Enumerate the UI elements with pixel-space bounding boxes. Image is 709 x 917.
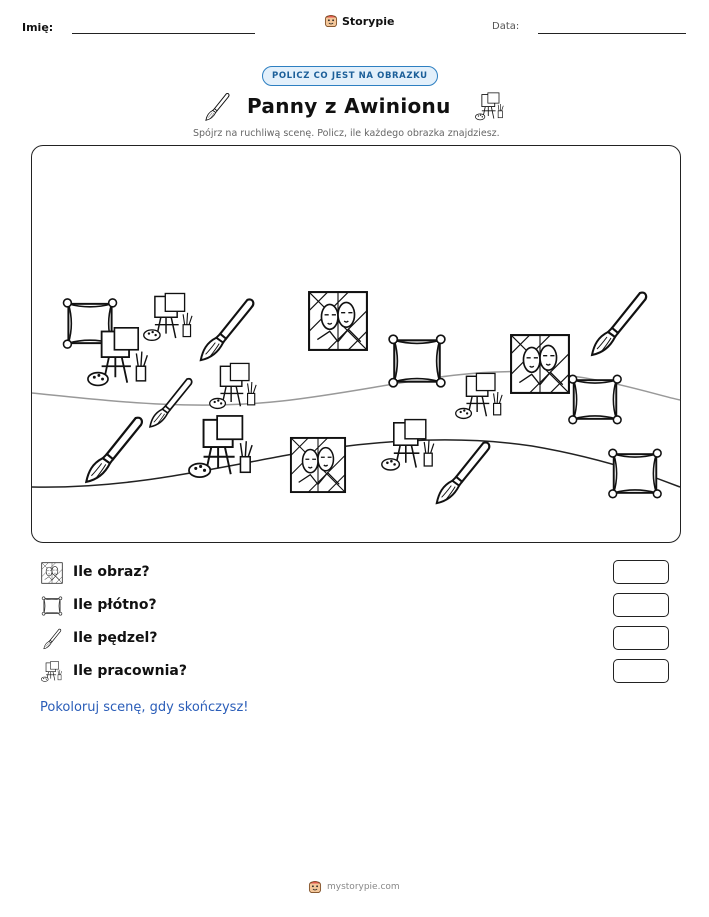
easel-studio-icon bbox=[41, 661, 63, 683]
question-label: Ile obraz? bbox=[73, 564, 150, 580]
activity-badge: POLICZ CO JEST NA OBRAZKU bbox=[262, 66, 438, 86]
paintbrush-icon bbox=[201, 299, 254, 360]
name-line[interactable] bbox=[72, 33, 255, 34]
date-label: Data: bbox=[492, 21, 520, 32]
brand-name: Storypie bbox=[342, 14, 395, 28]
answer-box-pedzel[interactable] bbox=[613, 626, 669, 650]
canvas-frame-icon bbox=[41, 595, 63, 617]
paintbrush-icon bbox=[86, 418, 142, 482]
brand-logo bbox=[324, 14, 394, 28]
storypie-mascot-icon bbox=[308, 880, 322, 894]
mosaic-painting-icon bbox=[41, 562, 63, 584]
paintbrush-icon bbox=[437, 442, 490, 503]
question-label: Ile płótno? bbox=[73, 597, 157, 613]
answer-box-pracownia[interactable] bbox=[613, 659, 669, 683]
paintbrush-icon bbox=[592, 293, 646, 355]
page-title: Panny z Awinionu bbox=[247, 94, 451, 118]
easel-studio-icon bbox=[382, 420, 434, 470]
paintbrush-icon bbox=[150, 379, 192, 427]
mosaic-painting-icon bbox=[309, 292, 367, 350]
answer-box-obraz[interactable] bbox=[613, 560, 669, 584]
canvas-frame-icon bbox=[609, 449, 661, 497]
easel-studio-icon bbox=[210, 363, 256, 408]
search-scene bbox=[31, 145, 681, 543]
question-label: Ile pędzel? bbox=[73, 630, 158, 646]
answer-box-plotno[interactable] bbox=[613, 593, 669, 617]
question-label: Ile pracownia? bbox=[73, 663, 187, 679]
footer bbox=[308, 880, 400, 894]
paintbrush-icon bbox=[203, 92, 231, 122]
canvas-frame-icon bbox=[569, 375, 621, 423]
date-line[interactable] bbox=[538, 33, 686, 34]
easel-studio-icon bbox=[474, 92, 506, 122]
paintbrush-icon bbox=[41, 628, 63, 650]
easel-studio-icon bbox=[144, 293, 192, 340]
instructions: Spójrz na ruchliwą scenę. Policz, ile każdego obrazka znajdziesz. bbox=[193, 128, 500, 139]
canvas-frame-icon bbox=[389, 335, 445, 387]
mosaic-painting-icon bbox=[291, 438, 345, 492]
mosaic-painting-icon bbox=[511, 335, 569, 393]
coloring-note: Pokoloruj scenę, gdy skończysz! bbox=[40, 700, 249, 715]
easel-studio-icon bbox=[456, 373, 502, 418]
name-label: Imię: bbox=[22, 21, 54, 34]
storypie-mascot-icon bbox=[324, 14, 338, 28]
scene-illustration bbox=[32, 146, 680, 542]
footer-site[interactable]: mystorypie.com bbox=[327, 882, 400, 892]
